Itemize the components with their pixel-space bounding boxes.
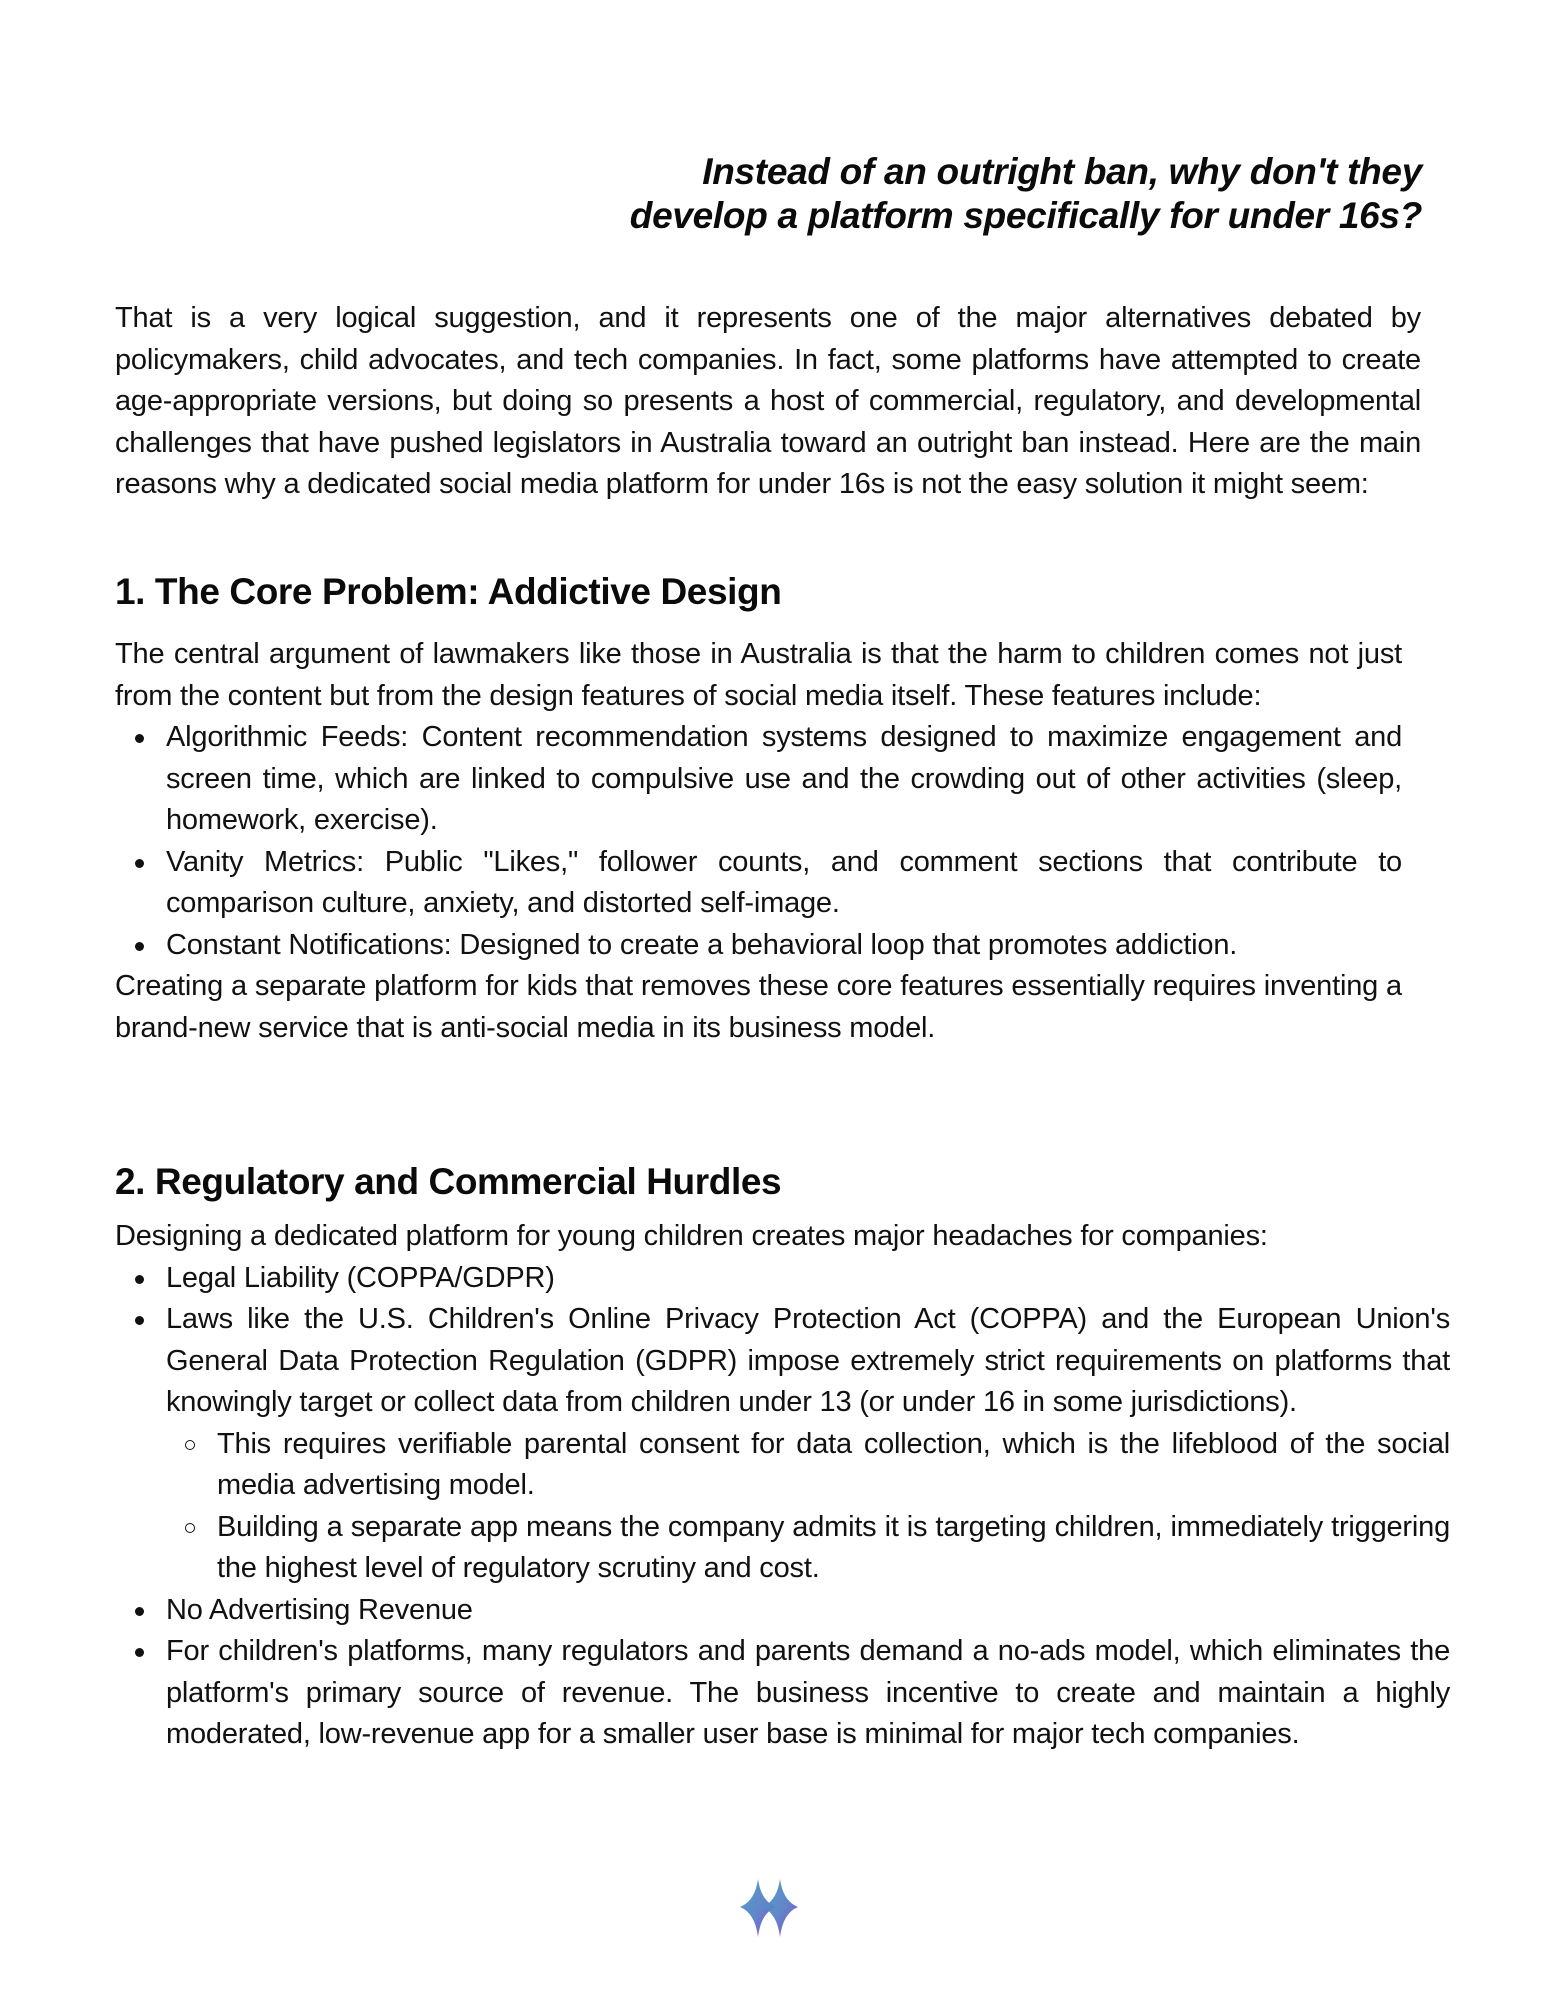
list-item: Constant Notifications: Designed to create a behavioral loop that promotes addiction.: [115, 925, 1402, 967]
title-line-1: Instead of an outright ban, why don't they: [702, 151, 1422, 192]
intro-paragraph: That is a very logical suggestion, and it represents one of the major alternatives debated by policymakers, child advocates, and tech companies. In fact, some platforms have attempted to create age-appropriate versions, but doing so presents a host of commercial, regulatory, and developmental challenges that have pushed legislators in Australia toward an outright ban instead. Here are the main reasons why a dedicated social media platform for under 16s is not the easy solution it might seem:: [115, 302, 1421, 500]
list-item: No Advertising Revenue: [115, 1590, 1450, 1632]
list-item-text: Laws like the U.S. Children's Online Privacy Protection Act (COPPA) and the European Union's General Data Protection Regulation (GDPR) impose extremely strict requirements on platforms that knowingly target or collect data from children under 13 (or under 16 in some jurisdictions).: [166, 1303, 1450, 1418]
list-item: Algorithmic Feeds: Content recommendation systems designed to maximize engagement and screen time, which are linked to compulsive use and the crowding out of other activities (sleep, homework, exercise).: [115, 717, 1402, 842]
section-2-body: [115, 1216, 1450, 1756]
section-1-body: [115, 634, 1402, 1049]
section-2-heading: 2. Regulatory and Commercial Hurdles: [115, 1161, 782, 1202]
section-1-closing: Creating a separate platform for kids that removes these core features essentially requires inventing a brand-new service that is anti-social media in its business model.: [115, 970, 1402, 1044]
page-title: [500, 150, 1422, 238]
sub-list-item: This requires verifiable parental consent for data collection, which is the lifeblood of the social media advertising model.: [166, 1424, 1450, 1507]
list-item: Legal Liability (COPPA/GDPR): [115, 1258, 1450, 1300]
list-item: [115, 1299, 1450, 1424]
section-2-lead: Designing a dedicated platform for young children creates major headaches for companies:: [115, 1220, 1268, 1252]
section-2-bullet-list: [115, 1258, 1450, 1424]
title-line-2: develop a platform specifically for under 16s?: [629, 195, 1422, 236]
list-item: Vanity Metrics: Public "Likes," follower counts, and comment sections that contribute to comparison culture, anxiety, and distorted self-image.: [115, 842, 1402, 925]
section-1-heading: 1. The Core Problem: Addictive Design: [115, 571, 782, 612]
section-2-bullet-list-cont: [115, 1590, 1450, 1756]
section-1-lead: The central argument of lawmakers like those in Australia is that the harm to children comes not just from the content but from the design features of social media itself. These features include:: [115, 638, 1402, 712]
section-1-bullet-list: [115, 717, 1402, 966]
section-2-sub-bullet-list: [166, 1424, 1450, 1590]
list-item: For children's platforms, many regulators and parents demand a no-ads model, which eliminates the platform's primary source of revenue. The business incentive to create and maintain a highly moderated, low-revenue app for a smaller user base is minimal for major tech companies.: [115, 1631, 1450, 1756]
sub-list-item: Building a separate app means the company admits it is targeting children, immediately triggering the highest level of regulatory scrutiny and cost.: [166, 1507, 1450, 1590]
sparkle-icon: [736, 1875, 802, 1941]
